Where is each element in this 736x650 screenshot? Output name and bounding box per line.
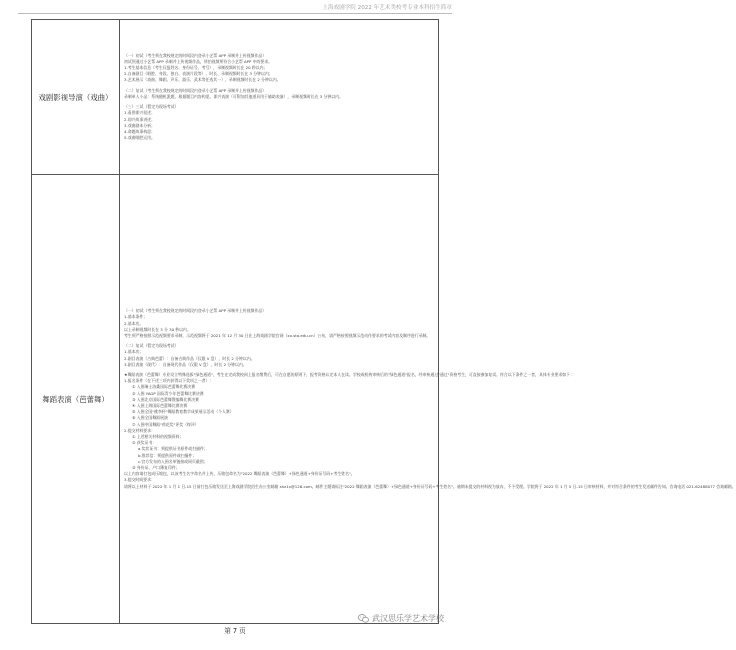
content-line: 2.提交材料要求：: [124, 427, 155, 433]
content-line: ⑥ 入围全国舞蹈展演: [132, 415, 168, 421]
content-line: 3.艺术展示（戏曲、舞蹈、声乐、器乐、武术等任选其一），录制视频时长在 2 分钟以内。: [124, 77, 281, 83]
content-line: 2.自备剧目（唱腔、身段、独白、表演片段等），时长、录制视频时长在 3 分钟以内；: [124, 71, 273, 77]
table-row: [32, 20, 439, 175]
content-line: ③ 入围北京国际芭蕾舞暨编舞比赛决赛: [132, 396, 199, 402]
content-line: ② 获奖证书：: [132, 440, 157, 446]
content-line: ⑦ 入围中国舞蹈"荷花奖"评奖（终评）: [132, 421, 199, 427]
content-line: 1.看图即兴叙述；: [124, 110, 155, 116]
content-line: 3.戏曲剧本分析；: [124, 122, 155, 128]
page-number: 第 7 页: [224, 627, 246, 635]
content-line: 考生须严格按照示范视频要求录制，示范视频将于 2021 年 12 月 30 日在上海戏剧学院官网（xx.sta.edu.cn）公布，请严格按照视频示范动作要求的考试内容及顺序进行录制。: [124, 332, 431, 338]
content-line: ④ 入围上海国际芭蕾舞比赛决赛: [132, 403, 188, 408]
content-line: （一）初试（考生须在我校规定的时间段内登录小艺帮 APP 录制并上传视频作品）: [124, 308, 267, 314]
content-line: 初试须通过小艺帮 APP 录制并上传视频作品，所拍视频须符合小艺帮 APP 中的要求。: [124, 58, 273, 64]
major-label: 戏剧影视导演（戏曲）: [32, 20, 120, 175]
content-line: 1.报名条件（在下述三项内获得以下奖项之一者）：: [124, 378, 214, 384]
content-line: 2.即兴故事讲述；: [124, 116, 155, 122]
major-label: 舞蹈表演（芭蕾舞）: [32, 175, 120, 624]
content-line: （二）复试（暂定为现场考试）: [124, 343, 179, 349]
page-header: 上海戏剧学院 2022 年艺术类校考专业本科招生简章: [322, 5, 452, 11]
content-line: b.推荐信：须提供原件或扫描件；: [138, 452, 197, 458]
content-line: 4.命题故事构思；: [124, 128, 155, 134]
content-line: c.官方发布的入围名单链接或网页截图；: [138, 458, 208, 464]
header-divider: [18, 13, 452, 14]
content-line: ② 入围 YAGP 国际青少年芭蕾舞比赛决赛: [132, 390, 204, 396]
content-line: 录制单人小品：系统随机派题，根据题目内容构思、即兴表演（可附加其他道具用于辅助表演），录制视频时长在 3 分钟以内。: [124, 93, 343, 99]
content-line: ★舞蹈表演（芭蕾舞）专业设立特殊选拔"绿色通道"，考生在完成我校网上报名缴费后，可在自愿的原则下，报考资格认定本人在读、学校或机构审核后的"绿色通道"报名，经审核通过"通过"资格考生，可直接参加复试。符合以下条件之一者，具体专业要求如下：: [124, 371, 574, 377]
content-line: ⑤ 入围全国"桃李杯"舞蹈教育教学成果展示活动（个人赛）: [132, 409, 234, 415]
content-line: （三）三试（暂定为现场考试）: [124, 104, 179, 110]
content-line: a.奖状证书：须提供证书原件或扫描件；: [138, 446, 208, 452]
exam-content: [120, 175, 736, 624]
content-line: 2.剧目表演（古典芭蕾）：自备古典作品（仅限 V 盘），时长 2 分钟以内。: [124, 355, 255, 361]
watermark-text: 武汉思乐学艺术学校: [372, 614, 444, 623]
content-line: 2.基本功。: [124, 320, 144, 326]
wechat-icon: [358, 614, 369, 623]
content-line: 5.戏曲唱腔运用。: [124, 135, 155, 141]
content-line: 以上内容请打包成压缩包，以该考生名字命名并上传，压缩包命名为"2022 舞蹈表演（芭蕾舞）+绿色通道+身份证号码+考生姓名"。: [124, 471, 355, 477]
exam-table: [31, 19, 736, 624]
content-line: ① 入围瑞士洛桑国际芭蕾舞比赛决赛: [132, 384, 196, 390]
content-line: 1.基本功；: [124, 349, 144, 355]
content-line: 1.基本条件；: [124, 314, 148, 320]
content-line: 3.剧目表演（现代）：自备现代作品（仅限 V 盘），时长 2 分钟以内。: [124, 361, 247, 367]
watermark: [358, 613, 444, 624]
content-line: 请将以上材料于 2022 年 1 月 1 日-15 日前打包压缩发送至上海戏剧学院招生办公室邮箱 shz1x@126.com。邮件主题请标注"2022 舞蹈表演（芭蕾舞）+绿色通道+身份证号码+考生姓名"。逾期未提交的材料视为放弃，不予受理。学院将于 2022 年 1 月 5 日-15 日审核材料，并对符合条件的考生发送邮件告知。咨询电话 021-62488077 咨询邮箱。: [124, 483, 736, 489]
content-line: 1.考生基本信息（考生仅报姓名、身份证号、考号），录制视频时长在 20 秒以内；: [124, 65, 268, 71]
content-line: 3.提交时间要求：: [124, 477, 155, 483]
content-line: ③ 身份证、户口簿复印件；: [132, 465, 180, 471]
content-line: （一）初试（考生须在我校规定的时间段内登录小艺帮 APP 录制并上传视频作品）: [124, 52, 267, 58]
content-line: 以上录制视频时长在 3 分 30 秒以内。: [124, 326, 191, 332]
content-line: （二）复试（考生须在我校规定的时间段内登录小艺帮 APP 录制并上传视频作品）: [124, 87, 267, 93]
exam-content: [120, 20, 439, 175]
table-row: [32, 175, 439, 624]
content-line: ① 上述相关材料的视频资料；: [132, 434, 184, 440]
